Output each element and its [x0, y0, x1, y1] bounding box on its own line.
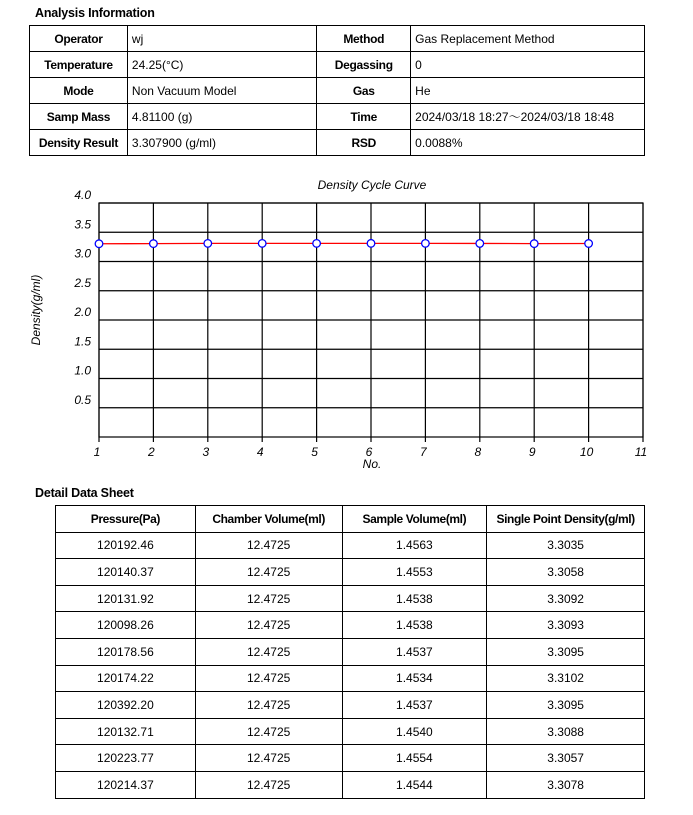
info-row	[30, 52, 645, 78]
x-tick-label: 6	[365, 445, 373, 459]
detail-data-table	[55, 505, 645, 799]
data-point-marker	[150, 240, 158, 248]
info-value: Gas Replacement Method	[411, 26, 645, 52]
table-row	[56, 532, 645, 559]
x-tick-label: 1	[93, 445, 101, 459]
y-tick-label: 0.5	[74, 392, 91, 407]
table-row	[56, 745, 645, 772]
x-tick-label: 9	[528, 445, 536, 459]
data-point-marker	[585, 240, 593, 248]
table-cell: 3.3057	[487, 745, 645, 772]
table-cell: 120214.37	[56, 771, 196, 798]
info-label: Mode	[30, 78, 128, 104]
data-point-marker	[258, 240, 266, 248]
info-row	[30, 130, 645, 156]
table-cell: 12.4725	[195, 665, 342, 692]
table-row	[56, 692, 645, 719]
table-cell: 12.4725	[195, 745, 342, 772]
table-cell: 1.4544	[342, 771, 487, 798]
x-tick-label: 3	[202, 445, 210, 459]
column-header: Sample Volume(ml)	[342, 506, 487, 533]
table-row	[56, 638, 645, 665]
table-row	[56, 718, 645, 745]
info-value-unit: (°C)	[161, 57, 184, 72]
table-cell: 3.3095	[487, 692, 645, 719]
table-cell: 3.3078	[487, 771, 645, 798]
table-cell: 120192.46	[56, 532, 196, 559]
info-value: 4.81100 (g)	[127, 104, 316, 130]
table-cell: 1.4540	[342, 718, 487, 745]
info-value: He	[411, 78, 645, 104]
info-label: Temperature	[30, 52, 128, 78]
x-tick-label: 5	[311, 445, 318, 459]
table-header-row	[56, 506, 645, 533]
table-cell: 120392.20	[56, 692, 196, 719]
info-label: Operator	[30, 26, 128, 52]
table-cell: 3.3095	[487, 638, 645, 665]
table-cell: 120223.77	[56, 745, 196, 772]
table-cell: 3.3058	[487, 559, 645, 586]
y-axis-label: Density(g/ml)	[29, 274, 43, 346]
info-value: 0	[411, 52, 645, 78]
table-cell: 1.4534	[342, 665, 487, 692]
table-cell: 12.4725	[195, 692, 342, 719]
info-value: wj	[127, 26, 316, 52]
table-cell: 3.3088	[487, 718, 645, 745]
table-cell: 12.4725	[195, 638, 342, 665]
info-value: Non Vacuum Model	[127, 78, 316, 104]
info-value: 0.0088%	[411, 130, 645, 156]
table-cell: 120178.56	[56, 638, 196, 665]
table-cell: 1.4537	[342, 638, 487, 665]
table-cell: 3.3035	[487, 532, 645, 559]
y-tick-label: 2.0	[74, 305, 91, 319]
info-label: RSD	[317, 130, 411, 156]
table-row	[56, 771, 645, 798]
density-cycle-chart	[0, 170, 693, 480]
data-point-marker	[204, 240, 212, 248]
y-tick-label: 3.0	[74, 246, 91, 261]
y-tick-label: 1.0	[74, 363, 91, 378]
table-row	[56, 585, 645, 612]
info-label: Degassing	[317, 52, 411, 78]
x-axis-label: No.	[362, 457, 382, 471]
table-cell: 1.4553	[342, 559, 487, 586]
table-cell: 120132.71	[56, 718, 196, 745]
info-label: Samp Mass	[30, 104, 128, 130]
table-cell: 3.3093	[487, 612, 645, 639]
info-row	[30, 26, 645, 52]
table-cell: 12.4725	[195, 771, 342, 798]
chart-canvas	[0, 170, 693, 480]
table-cell: 120174.22	[56, 665, 196, 692]
table-cell: 12.4725	[195, 718, 342, 745]
table-cell: 1.4563	[342, 532, 487, 559]
table-row	[56, 559, 645, 586]
table-cell: 1.4538	[342, 612, 487, 639]
info-value: 3.307900 (g/ml)	[127, 130, 316, 156]
table-cell: 12.4725	[195, 559, 342, 586]
column-header: Chamber Volume(ml)	[195, 506, 342, 533]
y-tick-label: 2.5	[74, 275, 91, 290]
info-label: Time	[317, 104, 411, 130]
data-point-marker	[313, 240, 321, 248]
data-point-marker	[422, 240, 430, 248]
detail-data-title: Detail Data Sheet	[35, 486, 134, 500]
table-cell: 120131.92	[56, 585, 196, 612]
chart-title: Density Cycle Curve	[317, 178, 427, 192]
y-tick-label: 4.0	[74, 188, 91, 202]
info-label: Gas	[317, 78, 411, 104]
x-tick-label: 8	[474, 445, 482, 459]
table-cell: 12.4725	[195, 612, 342, 639]
column-header: Pressure(Pa)	[56, 506, 196, 533]
table-cell: 3.3092	[487, 585, 645, 612]
column-header: Single Point Density(g/ml)	[487, 506, 645, 533]
table-cell: 120140.37	[56, 559, 196, 586]
info-label: Method	[317, 26, 411, 52]
info-label: Density Result	[30, 130, 128, 156]
x-tick-label: 2	[148, 445, 155, 459]
info-value-number: 24.25	[131, 57, 162, 72]
info-row	[30, 78, 645, 104]
table-cell: 12.4725	[195, 585, 342, 612]
table-cell: 120098.26	[56, 612, 196, 639]
table-cell: 1.4554	[342, 745, 487, 772]
data-point-marker	[367, 240, 375, 248]
y-tick-label: 1.5	[74, 334, 91, 349]
table-row	[56, 612, 645, 639]
analysis-info-title: Analysis Information	[35, 6, 155, 20]
info-value	[127, 52, 316, 78]
info-row	[30, 104, 645, 130]
table-cell: 1.4537	[342, 692, 487, 719]
table-row	[56, 665, 645, 692]
x-tick-label: 11	[634, 445, 648, 459]
data-point-marker	[530, 240, 538, 248]
x-tick-label: 10	[579, 445, 594, 459]
y-tick-label: 3.5	[74, 217, 91, 232]
table-cell: 1.4538	[342, 585, 487, 612]
x-tick-label: 7	[420, 445, 427, 459]
analysis-info-table	[29, 25, 645, 156]
x-tick-label: 4	[256, 445, 264, 459]
data-point-marker	[95, 240, 103, 248]
info-value: 2024/03/18 18:27～2024/03/18 18:48	[411, 104, 645, 130]
table-cell: 12.4725	[195, 532, 342, 559]
data-point-marker	[476, 240, 484, 248]
table-cell: 3.3102	[487, 665, 645, 692]
